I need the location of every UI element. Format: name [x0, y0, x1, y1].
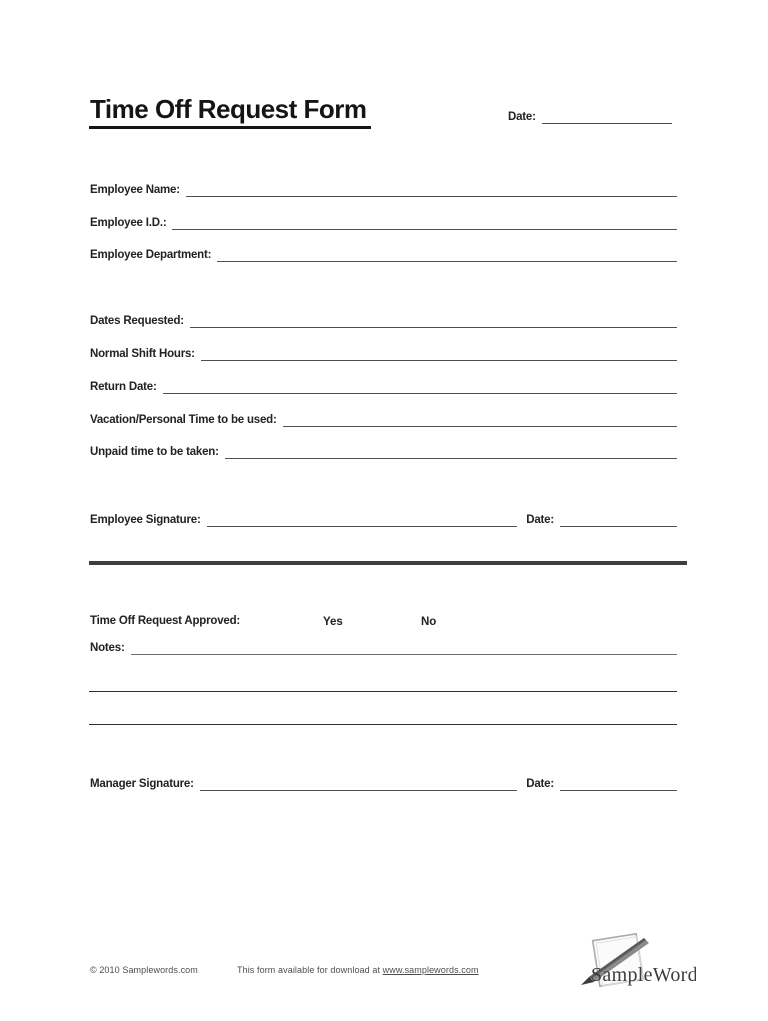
copyright-text: © 2010 Samplewords.com — [90, 965, 198, 975]
approval-option-yes[interactable]: Yes — [323, 616, 343, 628]
samplewords-logo — [556, 930, 696, 990]
approval-option-no[interactable]: No — [421, 616, 437, 628]
download-text: This form available for download at — [237, 965, 383, 975]
employee-id-label: Employee I.D.: — [90, 216, 167, 229]
return-date-label: Return Date: — [90, 380, 157, 393]
dates-requested-field — [90, 310, 677, 328]
header-date-field — [508, 104, 672, 124]
employee-signature-date-label: Date: — [526, 513, 554, 526]
employee-id-field — [90, 212, 677, 230]
employee-department-input-line[interactable] — [217, 243, 677, 262]
logo-text: SampleWords — [591, 964, 696, 986]
employee-signature-field — [90, 509, 677, 527]
notes-label: Notes: — [90, 641, 125, 654]
header-date-input-line[interactable] — [542, 103, 672, 124]
unpaid-time-input-line[interactable] — [225, 440, 677, 459]
return-date-field — [90, 376, 677, 394]
employee-name-input-line[interactable] — [186, 178, 677, 197]
employee-signature-date-input-line[interactable] — [560, 508, 677, 527]
vacation-personal-time-label: Vacation/Personal Time to be used: — [90, 413, 277, 426]
normal-shift-hours-input-line[interactable] — [201, 342, 677, 361]
approval-field — [90, 612, 677, 628]
employee-department-field — [90, 244, 677, 262]
samplewords-link[interactable]: www.samplewords.com — [382, 965, 479, 975]
unpaid-time-label: Unpaid time to be taken: — [90, 445, 219, 458]
download-availability-text — [237, 965, 479, 975]
employee-signature-label: Employee Signature: — [90, 513, 201, 526]
dates-requested-label: Dates Requested: — [90, 314, 184, 327]
notes-extra-line-2[interactable] — [89, 724, 677, 725]
manager-signature-input-line[interactable] — [200, 772, 517, 791]
section-divider — [89, 561, 687, 565]
notes-extra-line-1[interactable] — [89, 691, 677, 692]
samplewords-logo-graphic — [556, 930, 696, 990]
vacation-personal-time-field — [90, 409, 677, 427]
page-title: Time Off Request Form — [89, 94, 371, 129]
manager-signature-field — [90, 773, 677, 791]
employee-signature-input-line[interactable] — [207, 508, 518, 527]
dates-requested-input-line[interactable] — [190, 309, 677, 328]
return-date-input-line[interactable] — [163, 375, 677, 394]
manager-signature-label: Manager Signature: — [90, 777, 194, 790]
employee-id-input-line[interactable] — [172, 211, 677, 230]
normal-shift-hours-field — [90, 343, 677, 361]
employee-name-field — [90, 179, 677, 197]
notes-input-line[interactable] — [131, 636, 677, 655]
unpaid-time-field — [90, 441, 677, 459]
header-date-label: Date: — [508, 110, 536, 123]
manager-signature-date-input-line[interactable] — [560, 772, 677, 791]
approval-label: Time Off Request Approved: — [90, 614, 241, 627]
manager-signature-date-label: Date: — [526, 777, 554, 790]
normal-shift-hours-label: Normal Shift Hours: — [90, 347, 195, 360]
notes-field — [90, 637, 677, 655]
vacation-personal-time-input-line[interactable] — [283, 408, 677, 427]
employee-name-label: Employee Name: — [90, 183, 180, 196]
employee-department-label: Employee Department: — [90, 248, 212, 261]
